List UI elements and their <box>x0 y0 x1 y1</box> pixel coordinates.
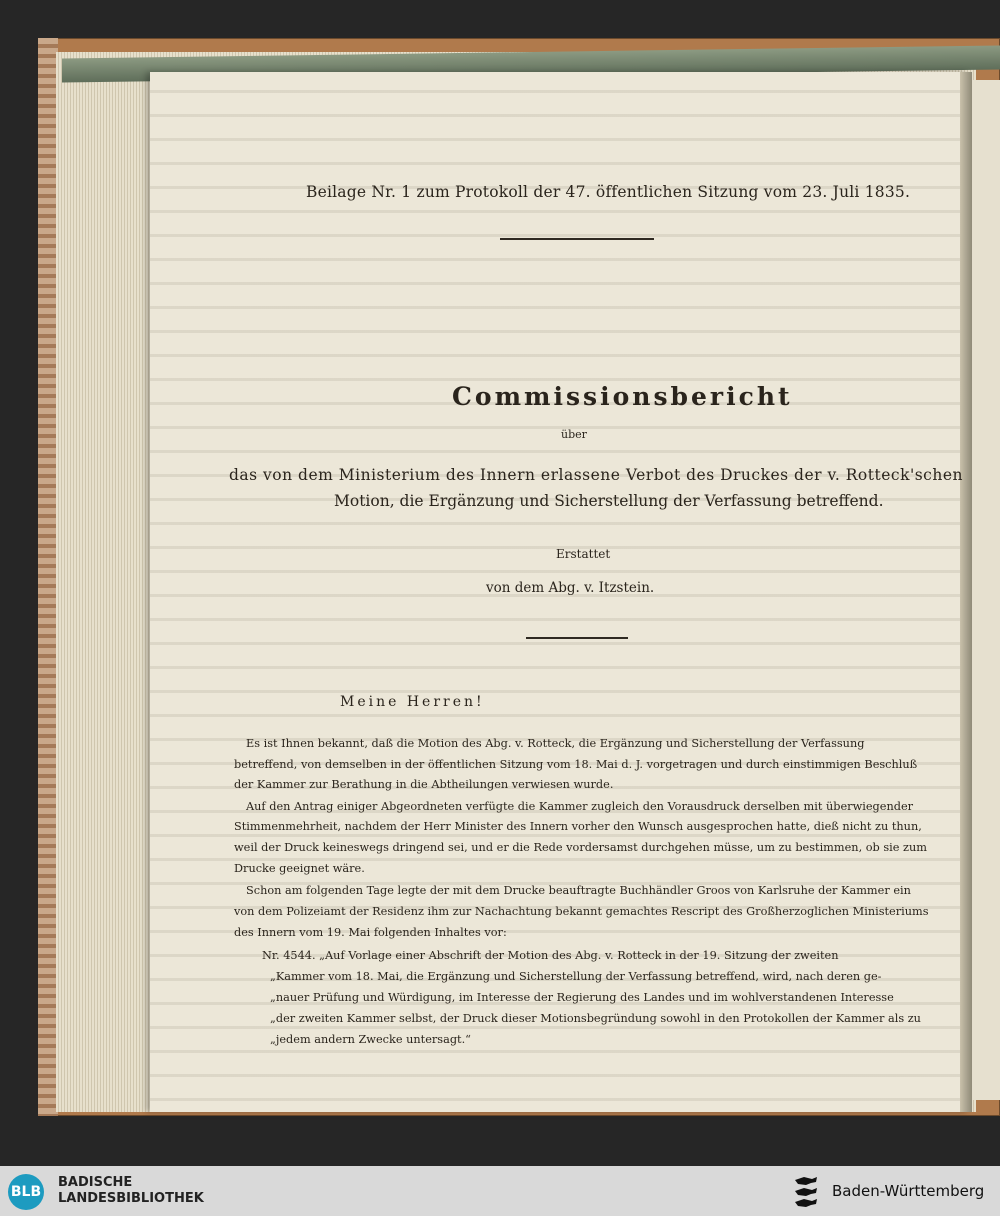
ueber-label: über <box>561 428 587 441</box>
book-cover-edge <box>38 38 58 1116</box>
subject-line-2: Motion, die Ergänzung und Sicherstellung der Verfassung betreffend. <box>334 492 884 510</box>
body-line: von dem Polizeiamt der Residenz ihm zur Nachachtung bekannt gemachtes Rescript des Großherzoglichen Ministeriums <box>234 905 929 918</box>
body-line: „nauer Prüfung und Würdigung, im Interesse der Regierung des Landes und im wohlverstandenen Interesse <box>270 991 894 1004</box>
body-line: Auf den Antrag einiger Abgeordneten verfügte die Kammer zugleich den Vorausdruck derselben mit überwiegender <box>246 800 914 813</box>
baden-wuerttemberg-name[interactable]: Baden-Württemberg <box>832 1182 985 1200</box>
salutation: Meine Herren! <box>340 694 485 710</box>
blb-name[interactable] <box>58 1175 204 1207</box>
subject-line-1: das von dem Ministerium des Innern erlassene Verbot des Druckes der v. Rotteck'schen <box>229 466 963 484</box>
body-line: Schon am folgenden Tage legte der mit dem Drucke beauftragte Buchhändler Groos von Karlsruhe der Kammer ein <box>246 884 911 897</box>
author-line: von dem Abg. v. Itzstein. <box>486 580 655 596</box>
body-line: betreffend, von demselben in der öffentlichen Sitzung vom 18. Mai d. J. vorgetragen und durch einstimmigen Beschluß <box>234 758 918 771</box>
body-line: der Kammer zur Berathung in die Abtheilungen verwiesen wurde. <box>234 778 614 791</box>
body-line: Nr. 4544. „Auf Vorlage einer Abschrift der Motion des Abg. v. Rotteck in der 19. Sitzung der zweiten <box>262 949 839 962</box>
body-line: Drucke geeignet wäre. <box>234 862 365 875</box>
page-heading: Beilage Nr. 1 zum Protokoll der 47. öffentlichen Sitzung vom 23. Juli 1835. <box>306 183 911 201</box>
blb-logo-icon[interactable]: BLB <box>8 1174 44 1210</box>
author-rule <box>526 637 628 639</box>
body-line: „jedem andern Zwecke untersagt.“ <box>270 1033 471 1046</box>
body-line: Es ist Ihnen bekannt, daß die Motion des Abg. v. Rotteck, die Ergänzung und Sicherstellung der Verfassung <box>246 737 865 750</box>
body-line: weil der Druck keineswegs dringend sei, und er die Rede vordersamst durchgehen müsse, um zu bestimmen, ob sie zum <box>234 841 927 854</box>
body-line: des Innern vom 19. Mai folgenden Inhaltes vor: <box>234 926 507 939</box>
baden-wuerttemberg-lions-icon[interactable] <box>792 1174 820 1208</box>
book-gutter <box>960 72 972 1112</box>
facing-page <box>968 80 1000 1100</box>
blb-name-line-2: LANDESBIBLIOTHEK <box>58 1191 204 1206</box>
body-line: „Kammer vom 18. Mai, die Ergänzung und Sicherstellung der Verfassung betreffend, wird, nach deren ge- <box>270 970 882 983</box>
body-line: Stimmenmehrheit, nachdem der Herr Minister des Innern vorher den Wunsch ausgesprochen hatte, dieß nicht zu thun, <box>234 820 922 833</box>
erstattet-label: Erstattet <box>556 547 611 561</box>
heading-rule <box>500 238 654 240</box>
blb-name-line-1: BADISCHE <box>58 1175 133 1190</box>
body-line: „der zweiten Kammer selbst, der Druck dieser Motionsbegründung sowohl in den Protokollen der Kammer als zu <box>270 1012 921 1025</box>
report-title: Commissionsbericht <box>452 382 793 411</box>
